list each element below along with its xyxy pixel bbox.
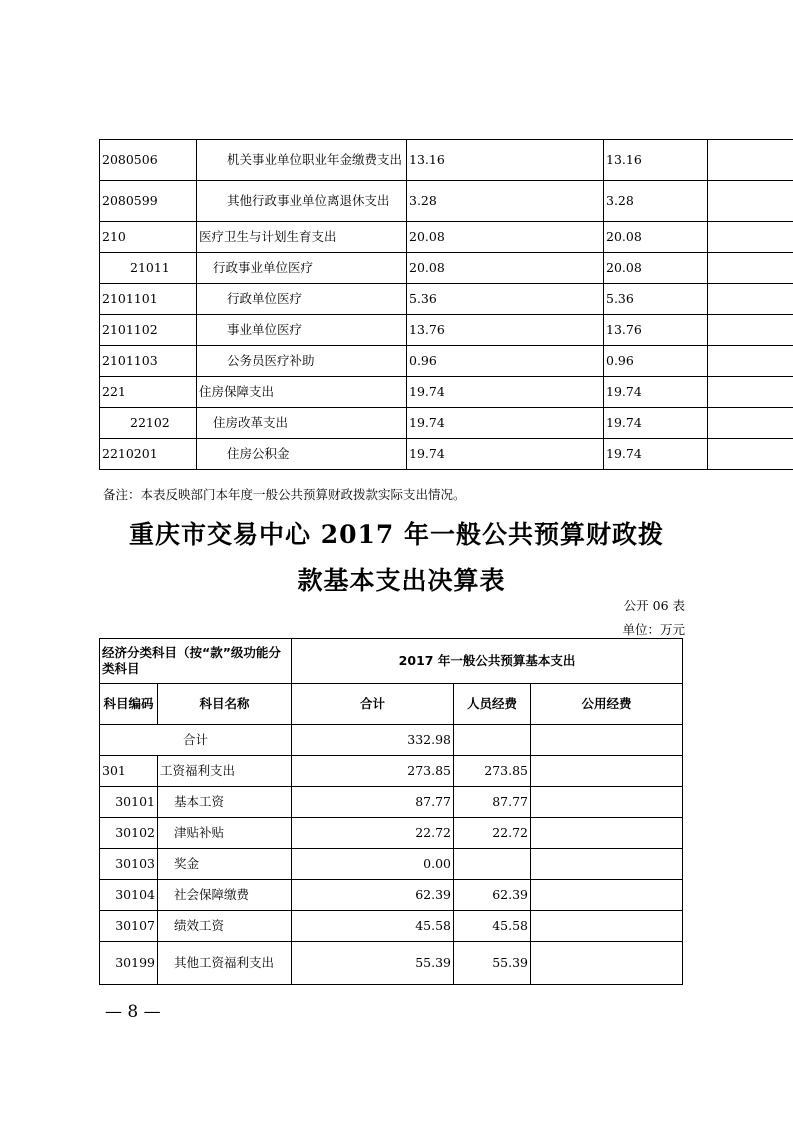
subject-code: 30107 bbox=[100, 911, 158, 942]
basic-value: 20.08 bbox=[604, 222, 708, 253]
total-value: 55.39 bbox=[292, 942, 454, 985]
basic-value: 19.74 bbox=[604, 377, 708, 408]
total-value: 20.08 bbox=[407, 253, 604, 284]
subject-code: 2101103 bbox=[100, 346, 197, 377]
subject-name: 工资福利支出 bbox=[158, 756, 292, 787]
name-header: 科目名称 bbox=[158, 684, 292, 725]
subject-name: 公务员医疗补助 bbox=[197, 346, 407, 377]
total-value: 45.58 bbox=[292, 911, 454, 942]
subject-name: 绩效工资 bbox=[158, 911, 292, 942]
table-row bbox=[100, 911, 683, 942]
subject-name: 其他工资福利支出 bbox=[158, 942, 292, 985]
subject-code: 2210201 bbox=[100, 439, 197, 470]
project-value bbox=[708, 315, 793, 346]
table-row bbox=[100, 408, 793, 439]
subject-name: 住房改革支出 bbox=[197, 408, 407, 439]
total-value: 20.08 bbox=[407, 222, 604, 253]
project-value bbox=[708, 439, 793, 470]
subject-name: 津贴补贴 bbox=[158, 818, 292, 849]
project-value bbox=[708, 377, 793, 408]
subject-name: 社会保障缴费 bbox=[158, 880, 292, 911]
subject-name: 医疗卫生与计划生育支出 bbox=[197, 222, 407, 253]
title-line-2: 款基本支出决算表 bbox=[297, 566, 506, 595]
total-value: 22.72 bbox=[292, 818, 454, 849]
subject-code: 30199 bbox=[100, 942, 158, 985]
total-label: 合计 bbox=[100, 725, 292, 756]
table-row bbox=[100, 181, 793, 222]
total-value: 62.39 bbox=[292, 880, 454, 911]
subject-code: 30103 bbox=[100, 849, 158, 880]
subject-code: 22102 bbox=[100, 408, 197, 439]
subject-code: 221 bbox=[100, 377, 197, 408]
project-value bbox=[708, 346, 793, 377]
basic-value: 20.08 bbox=[604, 253, 708, 284]
public-value bbox=[531, 942, 683, 985]
personnel-value: 22.72 bbox=[454, 818, 531, 849]
subject-name: 行政单位医疗 bbox=[197, 284, 407, 315]
subject-name: 行政事业单位医疗 bbox=[197, 253, 407, 284]
public-value bbox=[531, 725, 683, 756]
table-row bbox=[100, 787, 683, 818]
total-value: 19.74 bbox=[407, 439, 604, 470]
public-value bbox=[531, 911, 683, 942]
personnel-header: 人员经费 bbox=[454, 684, 531, 725]
project-value bbox=[708, 140, 793, 181]
public-value bbox=[531, 787, 683, 818]
total-value: 87.77 bbox=[292, 787, 454, 818]
personnel-value: 45.58 bbox=[454, 911, 531, 942]
total-value: 0.96 bbox=[407, 346, 604, 377]
personnel-value: 62.39 bbox=[454, 880, 531, 911]
table-row bbox=[100, 439, 793, 470]
table-note: 备注：本表反映部门本年度一般公共预算财政拨款实际支出情况。 bbox=[103, 487, 466, 502]
project-value bbox=[708, 253, 793, 284]
page-number: — 8 — bbox=[105, 1002, 161, 1022]
classification-header: 经济分类科目（按“款”级功能分类科目 bbox=[100, 639, 292, 684]
table-row bbox=[100, 756, 683, 787]
code-header: 科目编码 bbox=[100, 684, 158, 725]
subject-name: 住房公积金 bbox=[197, 439, 407, 470]
table-row bbox=[100, 253, 793, 284]
subject-name: 住房保障支出 bbox=[197, 377, 407, 408]
subject-code: 30101 bbox=[100, 787, 158, 818]
table-row bbox=[100, 818, 683, 849]
subject-code: 2101101 bbox=[100, 284, 197, 315]
subject-name: 其他行政事业单位离退休支出 bbox=[197, 181, 407, 222]
table-row bbox=[100, 942, 683, 985]
table-row bbox=[100, 222, 793, 253]
total-value: 5.36 bbox=[407, 284, 604, 315]
subject-code: 2080506 bbox=[100, 140, 197, 181]
basic-value: 13.76 bbox=[604, 315, 708, 346]
total-value: 19.74 bbox=[407, 377, 604, 408]
total-value: 3.28 bbox=[407, 181, 604, 222]
total-value: 273.85 bbox=[292, 756, 454, 787]
total-value: 13.16 bbox=[407, 140, 604, 181]
subject-name: 基本工资 bbox=[158, 787, 292, 818]
project-value bbox=[708, 284, 793, 315]
basic-value: 19.74 bbox=[604, 408, 708, 439]
total-value: 13.76 bbox=[407, 315, 604, 346]
table-row bbox=[100, 849, 683, 880]
basic-value: 19.74 bbox=[604, 439, 708, 470]
subject-name: 奖金 bbox=[158, 849, 292, 880]
table-number: 公开 06 表 bbox=[623, 598, 685, 613]
total-value: 19.74 bbox=[407, 408, 604, 439]
subject-name: 事业单位医疗 bbox=[197, 315, 407, 346]
project-value bbox=[708, 408, 793, 439]
basic-expenditure-table bbox=[99, 638, 683, 985]
subject-name: 机关事业单位职业年金缴费支出 bbox=[197, 140, 407, 181]
table-row bbox=[100, 315, 793, 346]
personnel-value: 273.85 bbox=[454, 756, 531, 787]
personnel-value: 87.77 bbox=[454, 787, 531, 818]
table-row bbox=[100, 284, 793, 315]
public-value bbox=[531, 818, 683, 849]
table-row bbox=[100, 140, 793, 181]
basic-value: 5.36 bbox=[604, 284, 708, 315]
total-value: 332.98 bbox=[292, 725, 454, 756]
total-header: 合计 bbox=[292, 684, 454, 725]
header-row bbox=[100, 639, 683, 684]
unit-label: 单位：万元 bbox=[622, 622, 685, 637]
subject-code: 210 bbox=[100, 222, 197, 253]
table-row bbox=[100, 377, 793, 408]
table-row bbox=[100, 346, 793, 377]
public-value bbox=[531, 756, 683, 787]
public-value bbox=[531, 880, 683, 911]
basic-value: 0.96 bbox=[604, 346, 708, 377]
project-value bbox=[708, 181, 793, 222]
page-title bbox=[0, 512, 793, 604]
subject-code: 30102 bbox=[100, 818, 158, 849]
total-row bbox=[100, 725, 683, 756]
title-line-1: 重庆市交易中心 2017 年一般公共预算财政拨 bbox=[129, 520, 664, 549]
basic-value: 3.28 bbox=[604, 181, 708, 222]
header-row bbox=[100, 684, 683, 725]
basic-value: 13.16 bbox=[604, 140, 708, 181]
subject-code: 30104 bbox=[100, 880, 158, 911]
subject-code: 2101102 bbox=[100, 315, 197, 346]
continued-expenditure-table bbox=[99, 139, 793, 470]
personnel-value: 55.39 bbox=[454, 942, 531, 985]
subject-code: 2080599 bbox=[100, 181, 197, 222]
public-header: 公用经费 bbox=[531, 684, 683, 725]
total-value: 0.00 bbox=[292, 849, 454, 880]
project-value bbox=[708, 222, 793, 253]
budget-header: 2017 年一般公共预算基本支出 bbox=[292, 639, 683, 684]
subject-code: 21011 bbox=[100, 253, 197, 284]
personnel-value bbox=[454, 725, 531, 756]
public-value bbox=[531, 849, 683, 880]
personnel-value bbox=[454, 849, 531, 880]
subject-code: 301 bbox=[100, 756, 158, 787]
table-row bbox=[100, 880, 683, 911]
